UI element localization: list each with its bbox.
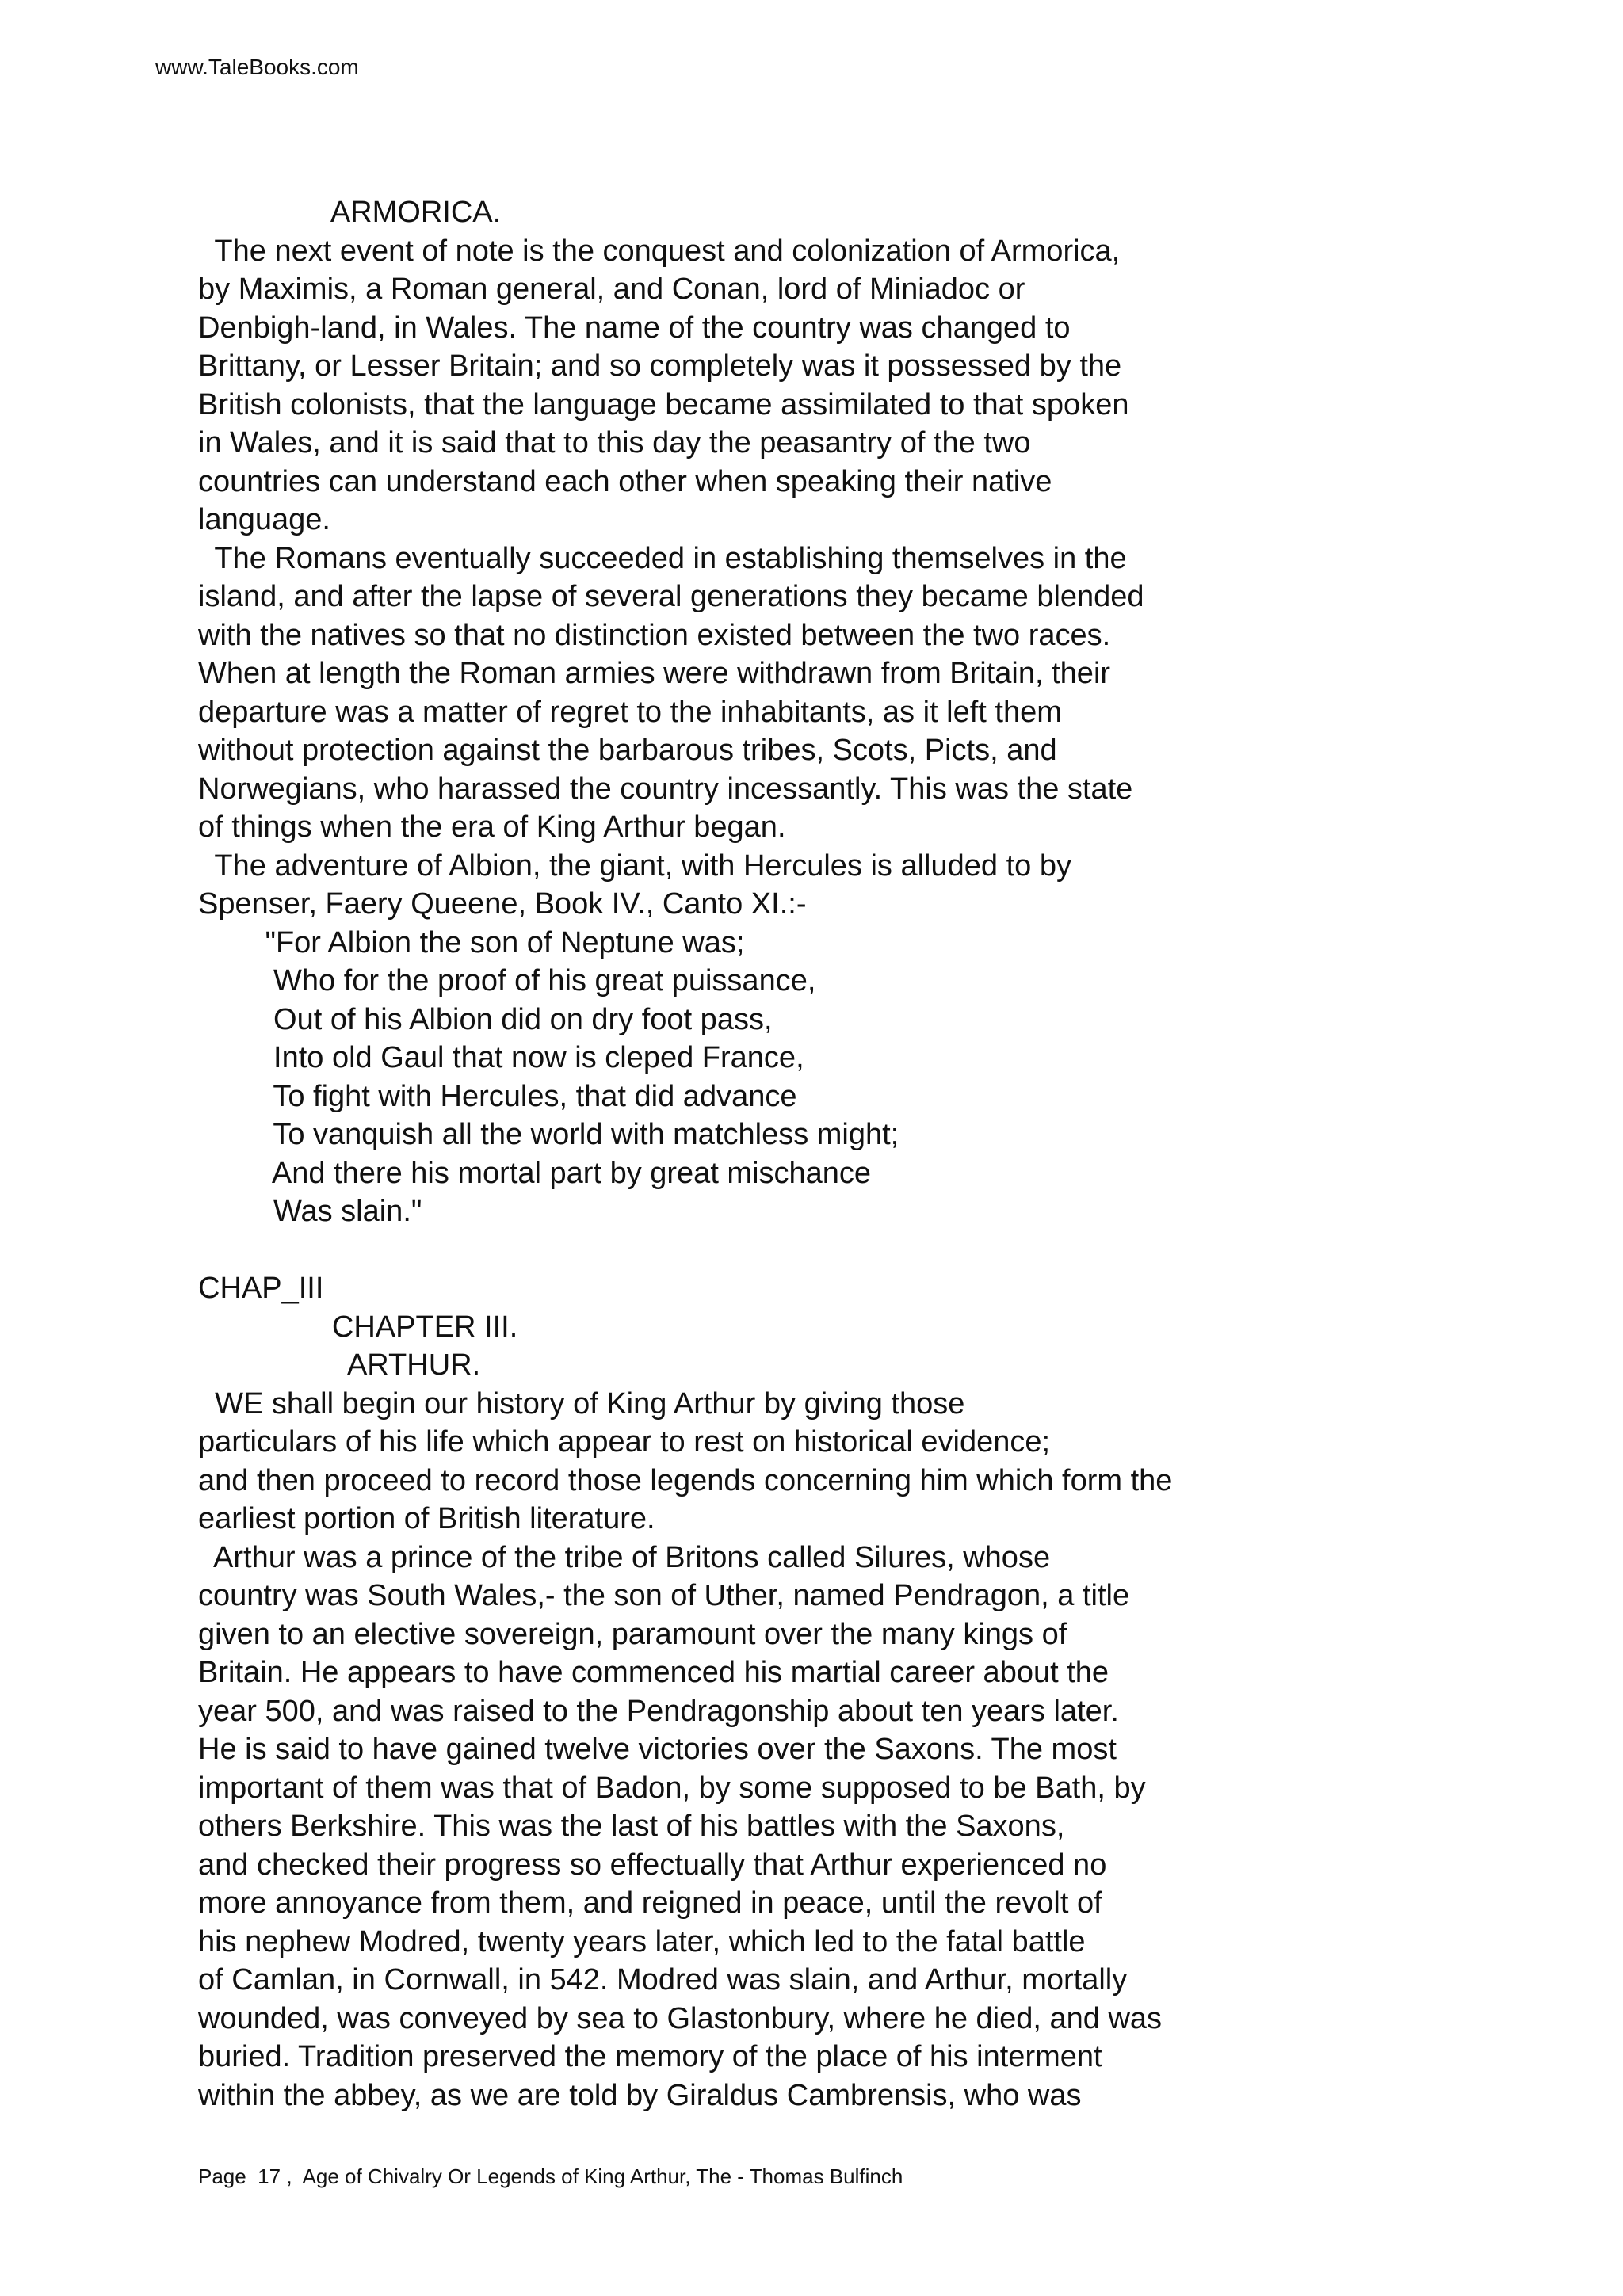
page-body-text (198, 193, 1172, 2115)
text-line: language. (198, 503, 330, 536)
text-line: Denbigh-land, in Wales. The name of the country was changed to (198, 311, 1071, 345)
text-line: country was South Wales,- the son of Uther, named Pendragon, a title (198, 1579, 1130, 1612)
text-line: Was slain." (198, 1195, 422, 1228)
text-line: important of them was that of Badon, by some supposed to be Bath, by (198, 1771, 1146, 1805)
text-line: To fight with Hercules, that did advance (198, 1079, 797, 1113)
text-line: his nephew Modred, twenty years later, which led to the fatal battle (198, 1924, 1086, 1958)
text-line: The Romans eventually succeeded in establishing themselves in the (198, 541, 1127, 575)
text-line: wounded, was conveyed by sea to Glastonbury, where he died, and was (198, 2001, 1163, 2035)
text-line: buried. Tradition preserved the memory of the place of his interment (198, 2040, 1102, 2073)
text-line: British colonists, that the language became assimilated to that spoken (198, 387, 1129, 421)
text-line: of things when the era of King Arthur began. (198, 810, 786, 844)
text-line: and then proceed to record those legends concerning him which form the (198, 1463, 1173, 1497)
text-line: "For Albion the son of Neptune was; (198, 925, 745, 959)
text-line: The next event of note is the conquest and colonization of Armorica, (198, 234, 1121, 268)
text-line: given to an elective sovereign, paramount over the many kings of (198, 1617, 1067, 1651)
text-line: by Maximis, a Roman general, and Conan, lord of Miniadoc or (198, 273, 1025, 306)
text-line: without protection against the barbarous tribes, Scots, Picts, and (198, 734, 1057, 767)
text-line: Out of his Albion did on dry foot pass, (198, 1002, 773, 1036)
text-line: Into old Gaul that now is cleped France, (198, 1041, 804, 1074)
text-line: year 500, and was raised to the Pendragonship about ten years later. (198, 1694, 1119, 1728)
text-line: in Wales, and it is said that to this day the peasantry of the two (198, 426, 1031, 460)
text-line: with the natives so that no distinction existed between the two races. (198, 618, 1111, 652)
text-line: WE shall begin our history of King Arthur by giving those (198, 1386, 965, 1421)
text-line: Arthur was a prince of the tribe of Britons called Silures, whose (198, 1540, 1051, 1574)
text-line: ARMORICA. (198, 196, 502, 229)
text-line: departure was a matter of regret to the inhabitants, as it left them (198, 695, 1062, 729)
text-line: within the abbey, as we are told by Giraldus Cambrensis, who was (198, 2078, 1082, 2112)
text-line: countries can understand each other when speaking their native (198, 464, 1052, 498)
text-line: Who for the proof of his great puissance, (198, 964, 816, 997)
page-footer: Page 17 , Age of Chivalry Or Legends of King Arthur, The - Thomas Bulfinch (198, 2164, 903, 2188)
text-line: earliest portion of British literature. (198, 1502, 655, 1535)
text-line: And there his mortal part by great mischance (198, 1156, 872, 1190)
text-line: others Berkshire. This was the last of his battles with the Saxons, (198, 1810, 1065, 1843)
text-line: Britain. He appears to have commenced his martial career about the (198, 1656, 1109, 1689)
text-line: Spenser, Faery Queene, Book IV., Canto XI.:- (198, 887, 807, 921)
text-line: of Camlan, in Cornwall, in 542. Modred was slain, and Arthur, mortally (198, 1963, 1128, 1997)
text-line: and checked their progress so effectually that Arthur experienced no (198, 1848, 1107, 1882)
text-line (198, 1231, 1172, 1270)
text-line: Brittany, or Lesser Britain; and so completely was it possessed by the (198, 349, 1122, 383)
site-url: www.TaleBooks.com (155, 55, 359, 79)
text-line: CHAP_III (198, 1272, 324, 1305)
text-line: more annoyance from them, and reigned in peace, until the revolt of (198, 1886, 1102, 1920)
text-line: particulars of his life which appear to rest on historical evidence; (198, 1425, 1051, 1459)
text-line: To vanquish all the world with matchless might; (198, 1118, 899, 1151)
text-line: ARTHUR. (198, 1348, 481, 1382)
text-line: When at length the Roman armies were withdrawn from Britain, their (198, 657, 1111, 690)
text-line: He is said to have gained twelve victories over the Saxons. The most (198, 1733, 1117, 1766)
text-line: Norwegians, who harassed the country incessantly. This was the state (198, 772, 1133, 806)
text-line: CHAPTER III. (198, 1310, 518, 1344)
text-line: The adventure of Albion, the giant, with Hercules is alluded to by (198, 849, 1071, 883)
text-line: island, and after the lapse of several generations they became blended (198, 580, 1144, 613)
